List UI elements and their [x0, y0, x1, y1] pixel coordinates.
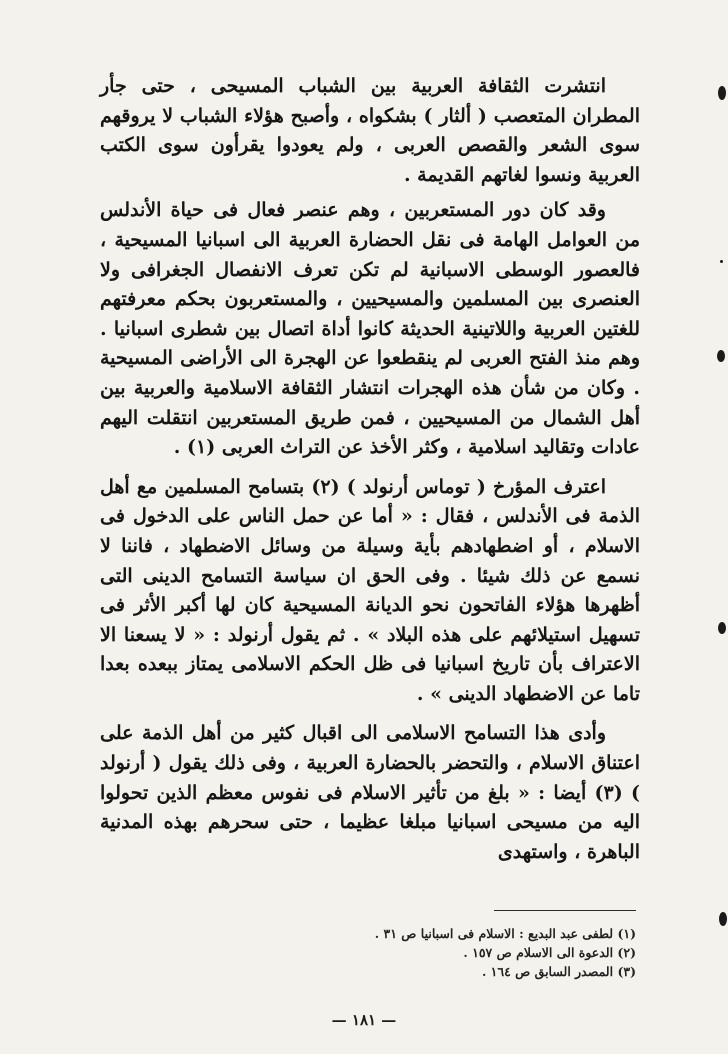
paragraph-1: انتشرت الثقافة العربية بين الشباب المسيحى ، حتى جأر المطران المتعصب ( ألثار ) بشكواه ، وأصبح هؤلاء الشباب لا يروقهم سوى الشعر والقصص العربى ، ولم يعودوا يقرأون سوى الكتب العربية ونسوا لغاتهم القديمة . — [100, 75, 640, 186]
page-number: — ١٨١ — — [331, 1011, 397, 1029]
footnote-2: (٢) الدعوة الى الاسلام ص ١٥٧ . — [463, 945, 636, 960]
paragraph-4: وأدى هذا التسامح الاسلامى الى اقبال كثير من أهل الذمة على اعتناق الاسلام ، والتحضر بالحضارة العربية ، وفى ذلك يقول ( أرنولد ) (٣) أيضا : « بلغ من تأثير الاسلام فى نفوس معظم الذين تحولوا اليه من مسيحى اسبانيا مبلغا عظيما ، حتى سحرهم بهذه المدنية الباهرة ، واستهدى — [100, 722, 640, 863]
footnote-3: (٣) المصدر السابق ص ١٦٤ . — [481, 964, 636, 979]
scan-mark-3 — [717, 350, 725, 362]
footnotes — [300, 924, 636, 981]
scan-mark-5 — [719, 912, 727, 926]
footnote-1: (١) لطفى عبد البديع : الاسلام فى اسبانيا ص ٣١ . — [374, 926, 636, 941]
scan-mark-4 — [718, 622, 726, 634]
scan-mark-2 — [720, 260, 723, 263]
paragraph-3: اعترف المؤرخ ( توماس أرنولد ) (٢) بتسامح المسلمين مع أهل الذمة فى الأندلس ، فقال : « أما عن حمل الناس على الدخول فى الاسلام ، أو اضطهادهم بأية وسيلة من وسائل الاضطهاد ، فاننا لا نسمع عن ذلك شيئا . وفى الحق ان سياسة التسامح الدينى التى أظهرها هؤلاء الفاتحون نحو الديانة المسيحية كان لها أكبر الأثر فى تسهيل استيلائهم على هذه البلاد » . ثم يقول أرنولد : « لا يسعنا الا الاعتراف بأن تاريخ اسبانيا فى ظل الحكم الاسلامى يمتاز ببعده بعدا تاما عن الاضطهاد الدينى » . — [100, 475, 640, 705]
body-text — [100, 72, 640, 867]
paragraph-2: وقد كان دور المستعربين ، وهم عنصر فعال فى حياة الأندلس من العوامل الهامة فى نقل الحضارة العربية الى اسبانيا المسيحية ، فالعصور الوسطى الاسبانية لم تكن تعرف الانفصال الجغرافى ولا العنصرى بين المسلمين والمسيحيين ، والمستعربون بحكم معرفتهم للغتين العربية واللاتينية الحديثة كانوا أداة اتصال بين شطرى اسبانيا . وهم منذ الفتح العربى لم ينقطعوا عن الهجرة الى الأراضى المسيحية . وكان من شأن هذه الهجرات انتشار الثقافة الاسلامية والعربية بين أهل الشمال من المسيحيين ، فمن طريق المستعربين انتقلت اليهم عادات وتقاليد اسلامية ، وكثر الأخذ عن التراث العربى (١) . — [100, 199, 640, 459]
footnote-separator — [494, 910, 636, 911]
scan-mark-1 — [718, 86, 726, 100]
